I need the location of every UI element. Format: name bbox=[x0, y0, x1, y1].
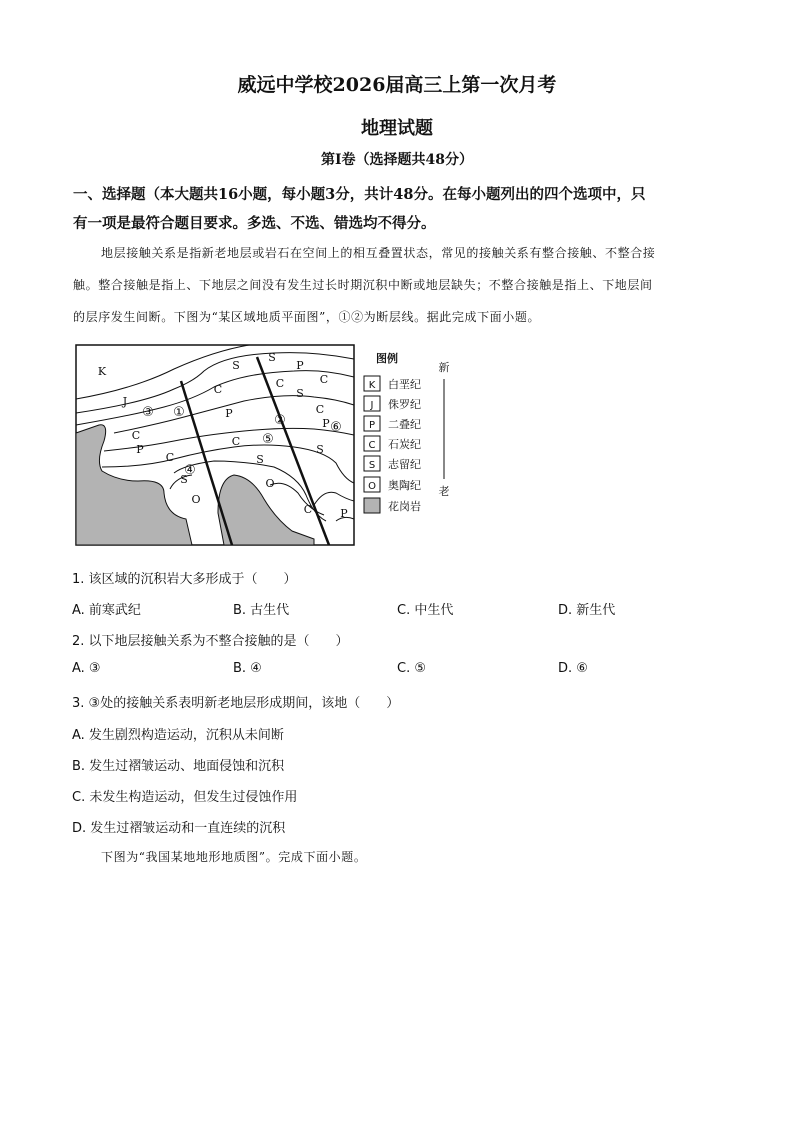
marker-4: ④ bbox=[184, 463, 196, 478]
map-label: P bbox=[322, 417, 330, 430]
subject-title: 地理试题 bbox=[361, 118, 433, 139]
question-3-stem: 3. ③处的接触关系表明新老地层形成期间，该地（ ） bbox=[72, 696, 400, 711]
marker-3: ③ bbox=[142, 405, 154, 420]
section-heading-line2: 有一项是最符合题目要求。多选、不选、错选均不得分。 bbox=[73, 215, 436, 232]
legend-code: J bbox=[370, 400, 374, 411]
map-label: C bbox=[231, 435, 241, 448]
geologic-map-figure bbox=[74, 343, 464, 549]
map-label: O bbox=[191, 493, 201, 506]
legend-old-label: 老 bbox=[438, 485, 450, 498]
section-heading-line1: 一、选择题（本大题共16小题，每小题3分，共计48分。在每小题列出的四个选项中，只 bbox=[73, 186, 646, 203]
legend-swatch-granite bbox=[364, 498, 380, 513]
legend-code: C bbox=[368, 440, 376, 451]
map-label: P bbox=[225, 407, 233, 420]
question-3-option-d[interactable]: D. 发生过褶皱运动和一直连续的沉积 bbox=[72, 821, 286, 836]
legend-code: K bbox=[368, 380, 376, 391]
marker-5: ⑤ bbox=[262, 432, 274, 447]
legend-title: 图例 bbox=[376, 352, 398, 365]
map-label: P bbox=[136, 443, 144, 456]
map-label: C bbox=[303, 503, 313, 516]
marker-1: ① bbox=[173, 405, 185, 420]
legend-code: O bbox=[368, 481, 376, 492]
question-2-option-d[interactable]: D. ⑥ bbox=[558, 661, 588, 676]
map-label: C bbox=[213, 383, 223, 396]
map-label: S bbox=[268, 351, 276, 364]
map-legend bbox=[364, 351, 450, 513]
map-label: S bbox=[256, 453, 264, 466]
next-figure-note: 下图为“我国某地地形地质图”。完成下面小题。 bbox=[101, 850, 367, 864]
marker-6: ⑥ bbox=[330, 420, 342, 435]
legend-name: 花岗岩 bbox=[388, 500, 421, 513]
map-label: P bbox=[296, 359, 304, 372]
map-label: J bbox=[122, 395, 128, 408]
map-label: P bbox=[340, 507, 348, 520]
legend-code: P bbox=[368, 420, 376, 431]
legend-name: 白垩纪 bbox=[388, 378, 421, 391]
question-2-option-c[interactable]: C. ⑤ bbox=[397, 661, 426, 676]
question-2-option-b[interactable]: B. ④ bbox=[233, 661, 262, 676]
map-label: S bbox=[232, 359, 240, 372]
map-label: C bbox=[275, 377, 285, 390]
question-1-option-b[interactable]: B. 古生代 bbox=[233, 603, 290, 618]
legend-name: 志留纪 bbox=[388, 458, 421, 471]
question-2-stem: 2. 以下地层接触关系为不整合接触的是（ ） bbox=[72, 634, 349, 649]
map-label: S bbox=[180, 473, 188, 486]
passage-line1: 地层接触关系是指新老地层或岩石在空间上的相互叠置状态，常见的接触关系有整合接触、不整合接 bbox=[101, 246, 656, 260]
question-3-option-a[interactable]: A. 发生剧烈构造运动，沉积从未间断 bbox=[72, 728, 284, 743]
map-label: S bbox=[316, 443, 324, 456]
question-1-stem: 1. 该区域的沉积岩大多形成于（ ） bbox=[72, 572, 297, 587]
passage-line3: 的层序发生间断。下图为“某区域地质平面图”，①②为断层线。据此完成下面小题。 bbox=[73, 310, 541, 324]
map-label: C bbox=[165, 451, 175, 464]
legend-new-label: 新 bbox=[438, 361, 450, 374]
question-1-option-d[interactable]: D. 新生代 bbox=[558, 603, 616, 618]
map-label: C bbox=[315, 403, 325, 416]
question-3-option-b[interactable]: B. 发生过褶皱运动、地面侵蚀和沉积 bbox=[72, 759, 285, 774]
question-2-option-a[interactable]: A. ③ bbox=[72, 661, 101, 676]
question-3-option-c[interactable]: C. 未发生构造运动，但发生过侵蚀作用 bbox=[72, 790, 298, 805]
legend-name: 石炭纪 bbox=[388, 438, 421, 451]
legend-code: S bbox=[368, 460, 376, 471]
marker-2: ② bbox=[274, 413, 286, 428]
question-1-option-a[interactable]: A. 前寒武纪 bbox=[72, 603, 141, 618]
map-label: K bbox=[97, 365, 107, 378]
volume-title: 第I卷（选择题共48分） bbox=[320, 152, 474, 168]
legend-name: 侏罗纪 bbox=[388, 398, 421, 411]
exam-title: 威远中学校2026届高三上第一次月考 bbox=[237, 74, 557, 96]
question-1-option-c[interactable]: C. 中生代 bbox=[397, 603, 454, 618]
map-label: C bbox=[131, 429, 141, 442]
map-label: O bbox=[265, 477, 275, 490]
legend-name: 奥陶纪 bbox=[388, 479, 421, 492]
passage-line2: 触。整合接触是指上、下地层之间没有发生过长时期沉积中断或地层缺失；不整合接触是指上、下地层间 bbox=[73, 278, 653, 292]
map-label: S bbox=[296, 387, 304, 400]
map-label: C bbox=[319, 373, 329, 386]
legend-name: 二叠纪 bbox=[388, 418, 421, 431]
